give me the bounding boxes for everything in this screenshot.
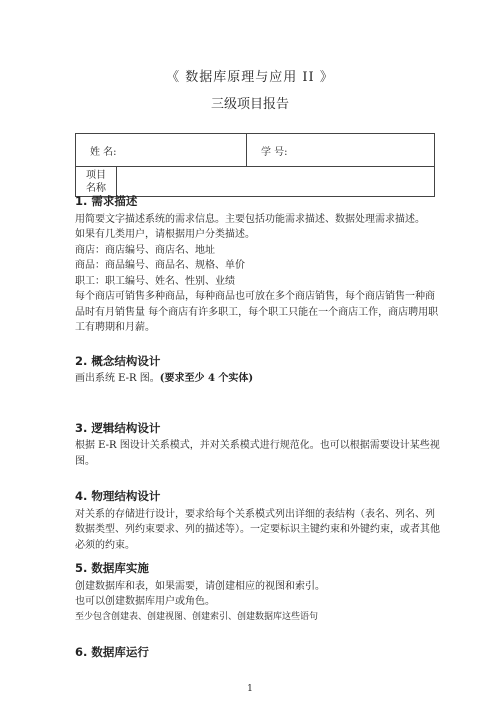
- student-id-label: 学 号:: [247, 134, 435, 167]
- project-row-cell: [76, 167, 435, 197]
- section-1-line: 如果有几类用户，请根据用户分类描述。: [75, 229, 255, 240]
- section-1-line: 用简要文字描述系统的需求信息。主要包括功能需求描述、数据处理需求描述。: [75, 213, 425, 225]
- page-number: 1: [247, 684, 253, 694]
- section-2-heading: 2. 概念结构设计: [75, 353, 161, 368]
- section-3-heading: 3. 逻辑结构设计: [75, 420, 161, 435]
- section-1-line: 商品：商品编号、商品名、规格、单价: [75, 260, 245, 271]
- project-label-line1: 项目: [86, 169, 106, 181]
- section-2-bold: (要求至少 4 个实体): [159, 373, 254, 384]
- project-name-label: [76, 167, 117, 196]
- name-label: 姓 名:: [76, 134, 247, 167]
- section-4-text: 对关系的存储进行设计，要求给每个关系模式列出详细的表结构（表名、列名、列数据类型、列约束要求、列的描述等）。一定要标识主键约束和外键约束，或者其他必须的约束。: [75, 508, 440, 551]
- report-content: [75, 194, 440, 663]
- info-row-name-id: [76, 134, 435, 167]
- section-5-line: 创建数据库和表，如果需要，请创建相应的视图和索引。: [75, 580, 325, 592]
- section-5-line: 也可以创建数据库用户或角色。: [75, 596, 215, 607]
- info-table: [75, 133, 435, 197]
- section-1-line: 职工：职工编号、姓名、性别、业绩: [75, 275, 235, 287]
- section-4-heading: 4. 物理结构设计: [75, 489, 161, 503]
- document-title: 《 数据库原理与应用 II 》: [166, 70, 334, 85]
- section-1-line: 商店：商店编号、商店名、地址: [75, 244, 215, 256]
- document-subtitle: 三级项目报告: [210, 97, 289, 112]
- info-row-project: [76, 167, 435, 197]
- section-5-heading: 5. 数据库实施: [75, 561, 149, 575]
- section-1-heading: 1. 需求描述: [75, 194, 138, 208]
- section-1-line: 每个商店可销售多种商品，每种商品也可放在多个商店销售，每个商店销售一种商品时有月销售量 每个商店有许多职工，每个职工只能在一个商店工作，商店聘用职工有聘期和月薪。: [75, 291, 439, 333]
- section-2-plain: 画出系统 E-R 图。: [75, 373, 160, 384]
- section-3-text: 根据 E-R 图设计关系模式，并对关系模式进行规范化。也可以根据需要设计某些视图。: [75, 440, 440, 467]
- section-2-text: [75, 371, 440, 387]
- project-label-line2: 名称: [86, 182, 106, 194]
- section-5-small-line: 至少包含创建表、创建视图、创建索引、创建数据库这些语句: [75, 611, 319, 622]
- project-name-value: [117, 167, 435, 196]
- section-6-heading: 6. 数据库运行: [75, 645, 149, 659]
- project-inner-table: [76, 167, 434, 196]
